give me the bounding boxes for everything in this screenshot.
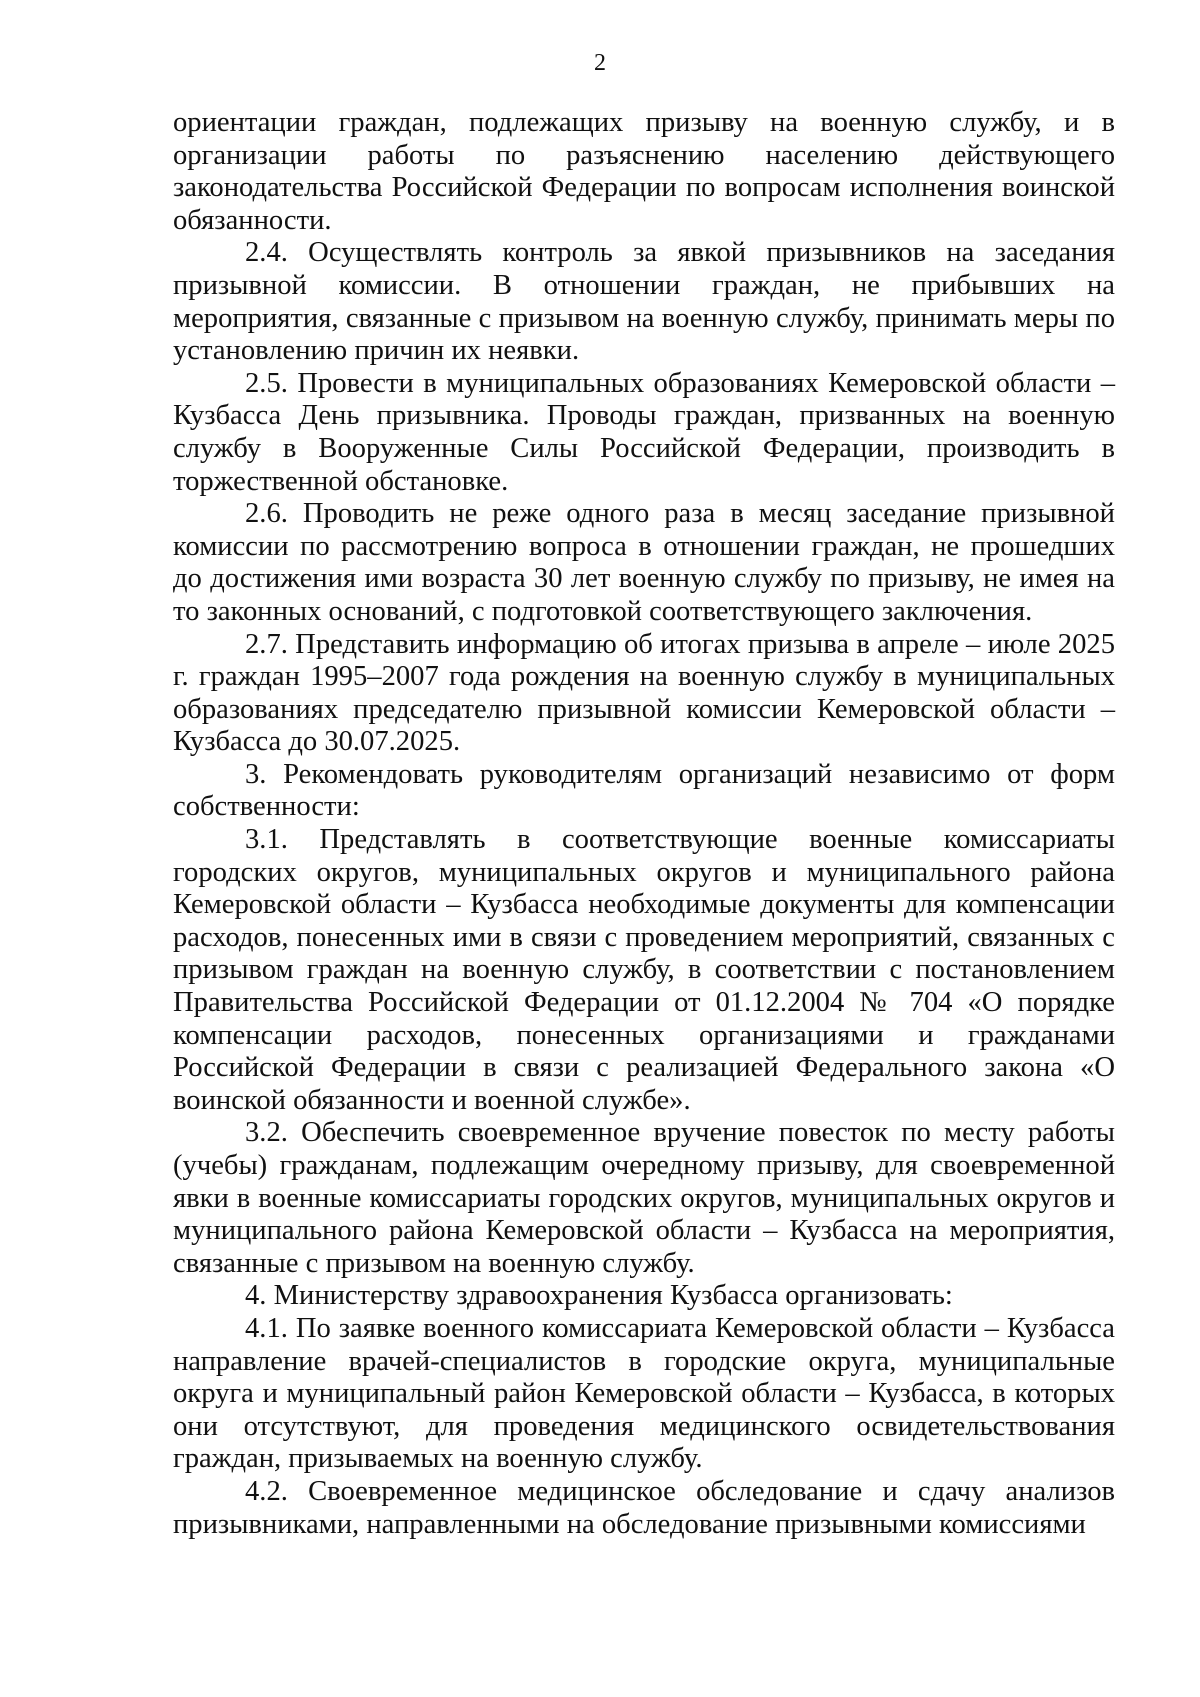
paragraph-3-1: 3.1. Представлять в соответствующие военные комиссариаты городских округов, муниципальных округов и муниципального района Кемеровской области – Кузбасса необходимые документы для компенсации расходов, понесенных ими в связи с проведением мероприятий, связанных с призывом граждан на военную службу, в соответствии с постановлением Правительства Российской Федерации от 01.12.2004 № 704 «О порядке компенсации расходов, понесенных организациями и гражданами Российской Федерации в связи с реализацией Федерального закона «О воинской обязанности и военной службе». (173, 824, 1115, 1116)
paragraph-2-6: 2.6. Проводить не реже одного раза в месяц заседание призывной комиссии по рассмотрению вопроса в отношении граждан, не прошедших до достижения ими возраста 30 лет военную службу по призыву, не имея на то законных оснований, с подготовкой соответствующего заключения. (173, 498, 1115, 627)
paragraph-3-2: 3.2. Обеспечить своевременное вручение повесток по месту работы (учебы) гражданам, подлежащим очередному призыву, для своевременной явки в военные комиссариаты городских округов, муниципальных округов и муниципального района Кемеровской области – Кузбасса на мероприятия, связанные с призывом на военную службу. (173, 1117, 1115, 1279)
paragraph-continuation: ориентации граждан, подлежащих призыву на военную службу, и в организации работы по разъяснению населению действующего законодательства Российской Федерации по вопросам исполнения воинской обязанности. (173, 107, 1115, 236)
paragraph-3: 3. Рекомендовать руководителям организаций независимо от форм собственности: (173, 758, 1115, 823)
paragraph-4-1: 4.1. По заявке военного комиссариата Кемеровской области – Кузбасса направление врачей-специалистов в городские округа, муниципальные округа и муниципальный район Кемеровской области – Кузбасса, в которых они отсутствуют, для проведения медицинского освидетельствования граждан, призываемых на военную службу. (173, 1312, 1115, 1475)
paragraph-2-4: 2.4. Осуществлять контроль за явкой призывников на заседания призывной комиссии. В отношении граждан, не прибывших на мероприятия, связанные с призывом на военную службу, принимать меры по установлению причин их неявки. (173, 237, 1115, 367)
paragraph-2-7: 2.7. Представить информацию об итогах призыва в апреле – июле 2025 г. граждан 1995–2007 года рождения на военную службу в муниципальных образованиях председателю призывной комиссии Кемеровской области – Кузбасса до 30.07.2025. (173, 628, 1115, 758)
paragraph-4: 4. Министерству здравоохранения Кузбасса организовать: (245, 1280, 953, 1312)
paragraph-2-5: 2.5. Провести в муниципальных образованиях Кемеровской области – Кузбасса День призывника. Проводы граждан, призванных на военную службу в Вооруженные Силы Российской Федерации, производить в торжественной обстановке. (173, 367, 1115, 497)
document-body (173, 107, 1115, 1541)
page-number: 2 (594, 50, 606, 76)
paragraph-4-2: 4.2. Своевременное медицинское обследование и сдачу анализов призывниками, направленными на обследование призывными комиссиями (173, 1475, 1115, 1540)
